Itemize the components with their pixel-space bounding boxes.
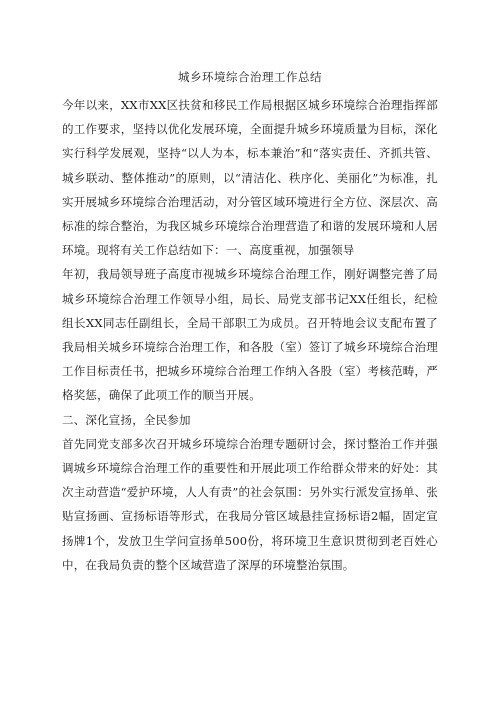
section-heading-publicity: 二、深化宣扬，全民参加 — [62, 412, 191, 427]
paragraph-publicity: 首先同党支部多次召开城乡环境综合治理专题研讨会，探讨整治工作并强调城乡环境综合治理工作的重要性和开展此项工作给群众带来的好处：其次主动营造“爱护环境，人人有责”的社会氛围：另外实行派发宣扬单、张贴宣扬画、宣扬标语等形式，在我局分管区域悬挂宣扬标语2幅，固定宣扬牌1个，发放卫生学问宣扬单500份，将环境卫生意识贯彻到老百姓心中，在我局负责的整个区域营造了深厚的环境整治氛围。 — [62, 436, 438, 572]
document-body — [62, 93, 438, 577]
document-title: 城乡环境综合治理工作总结 — [178, 70, 322, 84]
paragraph-leadership: 年初，我局领导班子高度市视城乡环境综合治理工作，刚好调整完善了局城乡环境综合治理工作领导小组，局长、局党支部书记XX任组长，纪检组长XX同志任副组长，全局干部职工为成员。召开特地会议支配布置了我局相关城乡环境综合治理工作，和各股（室）签订了城乡环境综合治理工作目标责任书，把城乡环境综合治理工作纳入各股（室）考核范畴，严格奖惩，确保了此项工作的顺当开展。 — [62, 267, 438, 403]
paragraph-intro: 今年以来，XX市XX区扶贫和移民工作局根据区城乡环境综合治理指挥部的工作要求，坚持以优化发展环境，全面提升城乡环境质量为目标，深化实行科学发展观，坚持“以人为本，标本兼治”和“落实责任、齐抓共管、城乡联动、整体推动”的原则，以“清洁化、秩序化、美丽化”为标准，扎实开展城乡环境综合治理活动，对分管区域环境进行全方位、深层次、高标准的综合整治，为我区城乡环境综合治理营造了和谐的发展环境和人居环境。现将有关工作总结如下：一、高度重视，加强领导 — [62, 98, 438, 258]
